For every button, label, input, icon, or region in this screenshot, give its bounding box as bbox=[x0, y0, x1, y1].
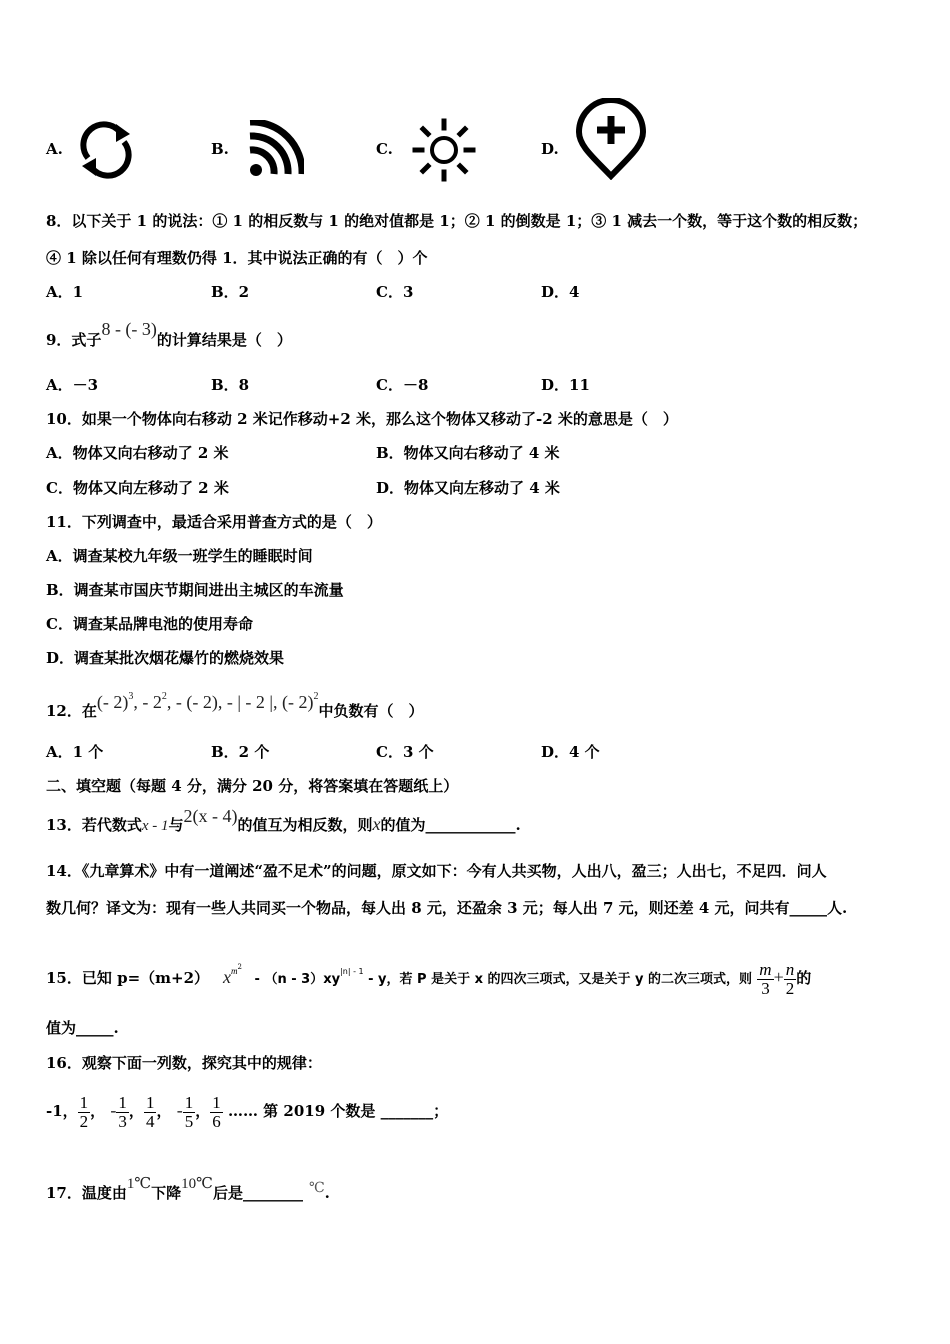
q10-stem: 10．如果一个物体向右移动 2 米记作移动+2 米，那么这个物体又移动了-2 米的意思是（ ） bbox=[46, 410, 678, 428]
q15-fraction-m-over-3: $\frac{m}{3}$ bbox=[759, 959, 772, 998]
q10-option-c: C．物体又向左移动了 2 米 bbox=[46, 479, 229, 497]
q13-stem: 13．若代数式x - 1与2(x - 4)的值互为相反数，则x的值为____________. bbox=[46, 806, 521, 834]
q9-option-d: D．11 bbox=[541, 376, 590, 394]
q12-option-c: C．3 个 bbox=[376, 743, 434, 761]
q13-expr1: x - 1 bbox=[141, 818, 169, 834]
q15-stem: 15．已知 p=（m+2） $x^{m2} - (n - 3)xy^{|n| - 1}$ - y，若 P 是关于 x 的四次三项式，又是关于 y 的二次三项式，则 $\frac{m}{3}$ + $\frac{n}{2}$ 的 bbox=[46, 959, 812, 998]
add-location-icon bbox=[574, 98, 648, 180]
rss-feed-icon bbox=[246, 120, 304, 180]
q7-option-c-label: C. bbox=[376, 140, 393, 158]
q12-option-b: B．2 个 bbox=[211, 743, 270, 761]
q15-line2: 值为_____. bbox=[46, 1019, 119, 1037]
q9-option-a: A．－3 bbox=[46, 376, 99, 394]
q7-option-d-label: D. bbox=[541, 140, 559, 158]
q9-option-c: C．－8 bbox=[376, 376, 429, 394]
q12-stem bbox=[46, 691, 424, 721]
q13-expr2: 2(x - 4) bbox=[183, 806, 238, 826]
q16-fraction-5: $\frac{1}{6}$ bbox=[212, 1092, 221, 1131]
q11-option-d: D．调查某批次烟花爆竹的燃烧效果 bbox=[46, 649, 285, 667]
q15-fraction-n-over-2: $\frac{n}{2}$ bbox=[785, 959, 795, 998]
q7-option-b-label: B. bbox=[211, 140, 229, 158]
q16-fraction-2: $\frac{1}{3}$ bbox=[118, 1092, 127, 1131]
brightness-icon bbox=[412, 118, 476, 182]
section-2-heading: 二、填空题（每题 4 分，满分 20 分，将答案填在答题纸上） bbox=[46, 777, 459, 795]
q12-suffix: 中负数有（ ） bbox=[318, 702, 424, 720]
q9-stem bbox=[46, 319, 292, 350]
q9-suffix: 的计算结果是（ ） bbox=[156, 331, 292, 349]
q9-expression: 8 - (- 3) bbox=[101, 319, 157, 339]
q12-option-d: D．4 个 bbox=[541, 743, 600, 761]
q16-fraction-3: $\frac{1}{4}$ bbox=[145, 1092, 155, 1131]
q17-temp-start: 1℃ bbox=[126, 1176, 152, 1192]
q12-expression: (- 2)$^3$, - $2^2$, - (- 2), - | - 2 |, (- 2)$^2$ bbox=[96, 691, 319, 712]
q8-option-c: C．3 bbox=[376, 283, 414, 301]
q16-fraction-1: $\frac{1}{2}$ bbox=[79, 1092, 89, 1131]
q9-prefix: 9．式子 bbox=[46, 331, 102, 349]
q8-stem-line1: 8．以下关于 1 的说法：① 1 的相反数与 1 的绝对值都是 1；② 1 的倒数是 1；③ 1 减去一个数，等于这个数的相反数； bbox=[46, 212, 868, 230]
q8-option-b: B．2 bbox=[211, 283, 250, 301]
q7-option-a-label: A. bbox=[46, 140, 63, 158]
q17-unit: ℃ bbox=[308, 1181, 325, 1196]
q14-line2: 数几何？译文为：现有一些人共同买一个物品，每人出 8 元，还盈余 3 元；每人出 7 元，则还差 4 元，问共有_____人. bbox=[46, 899, 848, 917]
q10-option-b: B．物体又向右移动了 4 米 bbox=[376, 444, 560, 462]
q16-sequence: -1， $\frac{1}{2}$ ， - $\frac{1}{3}$ ， $\frac{1}{4}$ ， - $\frac{1}{5}$ ， $\frac{1}{6}$ …… 第 2019 个数是 _______； bbox=[46, 1092, 449, 1131]
q11-option-a: A．调查某校九年级一班学生的睡眠时间 bbox=[46, 547, 313, 565]
q14-line1: 14．《九章算术》中有一道阐述“盈不足术”的问题，原文如下：今有人共买物，人出八，盈三；人出七，不足四．问人 bbox=[46, 862, 827, 880]
q13-var: x bbox=[372, 814, 381, 834]
q10-option-a: A．物体又向右移动了 2 米 bbox=[46, 444, 229, 462]
q11-option-c: C．调查某品牌电池的使用寿命 bbox=[46, 615, 253, 633]
q16-fraction-4: $\frac{1}{5}$ bbox=[184, 1092, 194, 1131]
refresh-icon bbox=[76, 120, 136, 180]
q15-x: x bbox=[223, 967, 232, 987]
q8-option-d: D．4 bbox=[541, 283, 580, 301]
q10-option-d: D．物体又向左移动了 4 米 bbox=[376, 479, 560, 497]
q12-prefix: 12．在 bbox=[46, 702, 97, 720]
q8-option-a: A．1 bbox=[46, 283, 84, 301]
q12-option-a: A．1 个 bbox=[46, 743, 104, 761]
q9-option-b: B．8 bbox=[211, 376, 250, 394]
q17-temp-drop: 10℃ bbox=[181, 1176, 213, 1192]
q17-stem: 17．温度由1℃下降10℃后是________ ℃. bbox=[46, 1176, 330, 1202]
q11-stem: 11．下列调查中，最适合采用普查方式的是（ ） bbox=[46, 513, 382, 531]
q16-stem: 16．观察下面一列数，探究其中的规律： bbox=[46, 1054, 322, 1072]
q11-option-b: B．调查某市国庆节期间进出主城区的车流量 bbox=[46, 581, 344, 599]
q8-stem-line2: ④ 1 除以任何有理数仍得 1．其中说法正确的有（ ）个 bbox=[46, 249, 428, 267]
